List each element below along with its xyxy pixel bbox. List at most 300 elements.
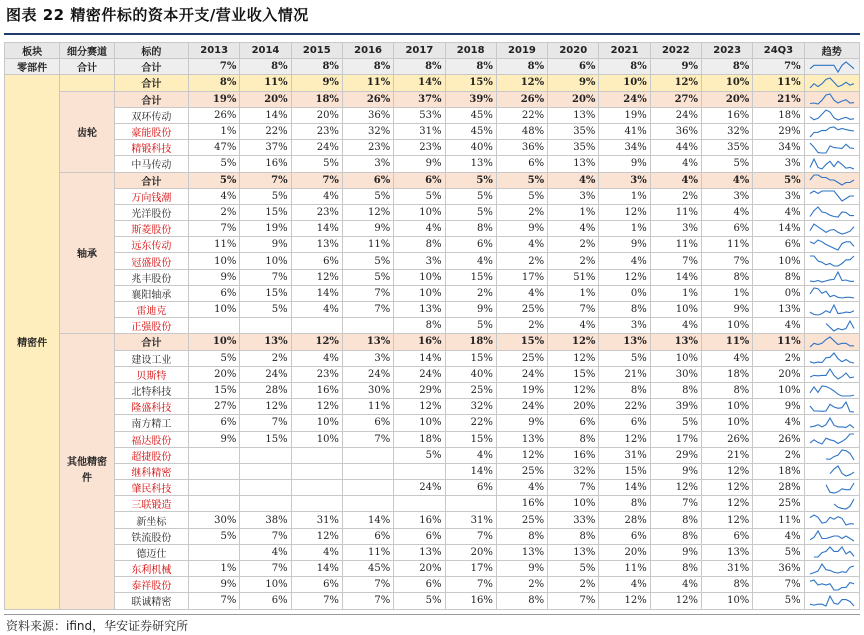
trend-line [810, 224, 854, 234]
trend-cell [804, 221, 859, 237]
trend-sparkline [808, 464, 856, 478]
value-cell: 2% [445, 285, 496, 301]
trend-sparkline [808, 545, 856, 559]
trend-cell [804, 107, 859, 123]
value-cell: 7% [189, 221, 240, 237]
table-row [5, 188, 860, 204]
name-cell: 雷迪克 [114, 302, 188, 318]
name-cell: 中马传动 [114, 156, 188, 172]
value-cell: 12% [291, 334, 342, 350]
name-cell: 肇民科技 [114, 480, 188, 496]
value-cell: 12% [240, 399, 291, 415]
value-cell: 35% [548, 123, 599, 139]
value-cell: 8% [394, 318, 445, 334]
value-cell: 15% [240, 204, 291, 220]
value-cell: 32% [342, 123, 393, 139]
value-cell: 24% [240, 366, 291, 382]
name-cell: 三联锻造 [114, 496, 188, 512]
column-header: 2020 [548, 43, 599, 59]
value-cell: 10% [753, 382, 804, 398]
value-cell [291, 447, 342, 463]
value-cell: 13% [291, 237, 342, 253]
value-cell: 16% [291, 382, 342, 398]
value-cell: 12% [496, 75, 547, 91]
value-cell: 4% [650, 156, 701, 172]
value-cell: 36% [496, 140, 547, 156]
name-cell: 光洋股份 [114, 204, 188, 220]
value-cell [394, 463, 445, 479]
value-cell: 45% [342, 561, 393, 577]
value-cell: 29% [394, 382, 445, 398]
table-row [5, 431, 860, 447]
value-cell: 6% [548, 59, 599, 75]
column-header: 2023 [702, 43, 753, 59]
trend-sparkline [808, 416, 856, 430]
value-cell: 11% [702, 334, 753, 350]
value-cell: 21% [702, 447, 753, 463]
value-cell: 3% [753, 156, 804, 172]
value-cell: 20% [702, 91, 753, 107]
value-cell: 19% [189, 91, 240, 107]
value-cell [342, 447, 393, 463]
trend-sparkline [808, 513, 856, 527]
value-cell: 14% [291, 561, 342, 577]
value-cell: 6% [342, 415, 393, 431]
trend-cell [804, 75, 859, 91]
value-cell: 5% [342, 253, 393, 269]
value-cell: 47% [189, 140, 240, 156]
header-row [5, 43, 860, 59]
name-cell: 北特科技 [114, 382, 188, 398]
trend-line [826, 483, 854, 493]
value-cell: 6% [445, 480, 496, 496]
value-cell: 9% [394, 156, 445, 172]
value-cell: 15% [445, 431, 496, 447]
value-cell: 4% [394, 221, 445, 237]
value-cell: 7% [240, 269, 291, 285]
value-cell: 5% [240, 188, 291, 204]
value-cell: 7% [650, 253, 701, 269]
trend-line [810, 143, 854, 153]
value-cell: 8% [496, 593, 547, 609]
value-cell: 20% [189, 366, 240, 382]
column-header: 24Q3 [753, 43, 804, 59]
name-cell: 南方精工 [114, 415, 188, 431]
name-cell: 精锻科技 [114, 140, 188, 156]
value-cell: 19% [496, 382, 547, 398]
value-cell: 7% [650, 496, 701, 512]
value-cell: 36% [650, 123, 701, 139]
value-cell: 10% [189, 302, 240, 318]
value-cell: 4% [753, 204, 804, 220]
value-cell: 7% [189, 593, 240, 609]
value-cell: 26% [702, 431, 753, 447]
table-row [5, 334, 860, 350]
value-cell: 7% [342, 302, 393, 318]
value-cell: 17% [496, 269, 547, 285]
value-cell: 8% [702, 59, 753, 75]
trend-cell [804, 204, 859, 220]
value-cell: 9% [496, 561, 547, 577]
value-cell: 25% [496, 302, 547, 318]
value-cell: 9% [342, 221, 393, 237]
value-cell: 13% [548, 544, 599, 560]
value-cell: 20% [445, 544, 496, 560]
value-cell: 12% [291, 269, 342, 285]
value-cell [291, 480, 342, 496]
value-cell: 13% [548, 156, 599, 172]
trend-sparkline [808, 238, 856, 252]
value-cell: 37% [394, 91, 445, 107]
value-cell [445, 496, 496, 512]
value-cell: 4% [702, 204, 753, 220]
value-cell: 11% [599, 561, 650, 577]
value-cell: 2% [189, 204, 240, 220]
trend-sparkline [808, 497, 856, 511]
value-cell: 13% [394, 544, 445, 560]
column-header: 2022 [650, 43, 701, 59]
trend-sparkline [808, 222, 856, 236]
value-cell: 24% [599, 91, 650, 107]
value-cell: 8% [496, 59, 547, 75]
column-header: 标的 [114, 43, 188, 59]
table-row [5, 156, 860, 172]
value-cell: 7% [342, 593, 393, 609]
value-cell: 9% [496, 415, 547, 431]
value-cell: 12% [548, 382, 599, 398]
value-cell: 8% [445, 59, 496, 75]
value-cell: 8% [650, 382, 701, 398]
name-cell: 超捷股份 [114, 447, 188, 463]
figure-title: 图表 22 精密件标的资本开支/营业收入情况 [6, 6, 309, 24]
value-cell [342, 463, 393, 479]
name-cell: 东利机械 [114, 561, 188, 577]
trend-line [810, 159, 854, 169]
value-cell: 12% [702, 496, 753, 512]
value-cell: 29% [753, 123, 804, 139]
value-cell: 20% [548, 91, 599, 107]
value-cell: 6% [702, 528, 753, 544]
value-cell: 25% [753, 496, 804, 512]
trend-sparkline [808, 384, 856, 398]
trend-line [810, 515, 854, 525]
value-cell: 5% [702, 156, 753, 172]
segment-cell: 轴承 [60, 172, 114, 334]
trend-line [834, 499, 854, 509]
value-cell: 41% [599, 123, 650, 139]
name-cell: 铁流股份 [114, 528, 188, 544]
value-cell: 4% [496, 237, 547, 253]
value-cell: 28% [753, 480, 804, 496]
table-row [5, 544, 860, 560]
table-row [5, 91, 860, 107]
value-cell: 12% [548, 350, 599, 366]
trend-sparkline [808, 157, 856, 171]
value-cell: 6% [240, 593, 291, 609]
value-cell: 8% [650, 512, 701, 528]
value-cell: 7% [548, 593, 599, 609]
value-cell: 4% [650, 172, 701, 188]
trend-sparkline [808, 108, 856, 122]
value-cell: 2% [496, 253, 547, 269]
value-cell [240, 480, 291, 496]
value-cell [240, 496, 291, 512]
value-cell: 9% [548, 75, 599, 91]
trend-sparkline [808, 335, 856, 349]
value-cell: 13% [548, 107, 599, 123]
value-cell: 17% [445, 561, 496, 577]
value-cell: 9% [650, 544, 701, 560]
value-cell: 10% [394, 269, 445, 285]
trend-line [830, 466, 854, 476]
trend-cell [804, 350, 859, 366]
name-cell: 继科精密 [114, 463, 188, 479]
value-cell: 11% [702, 237, 753, 253]
name-cell: 合计 [114, 334, 188, 350]
value-cell: 8% [650, 561, 701, 577]
value-cell: 11% [650, 204, 701, 220]
name-cell: 建设工业 [114, 350, 188, 366]
value-cell: 1% [548, 285, 599, 301]
trend-sparkline [808, 303, 856, 317]
trend-cell [804, 382, 859, 398]
value-cell: 11% [342, 399, 393, 415]
value-cell: 31% [291, 512, 342, 528]
column-header: 2013 [189, 43, 240, 59]
value-cell: 31% [394, 123, 445, 139]
table-row [5, 561, 860, 577]
trend-cell [804, 593, 859, 609]
trend-sparkline [808, 594, 856, 608]
value-cell: 7% [291, 172, 342, 188]
trend-sparkline [808, 367, 856, 381]
value-cell: 9% [189, 269, 240, 285]
trend-line [810, 402, 854, 412]
value-cell: 23% [394, 140, 445, 156]
value-cell: 12% [291, 399, 342, 415]
value-cell: 12% [394, 399, 445, 415]
value-cell: 1% [702, 285, 753, 301]
column-header: 2014 [240, 43, 291, 59]
value-cell [240, 447, 291, 463]
value-cell: 25% [496, 512, 547, 528]
table-row [5, 269, 860, 285]
value-cell: 7% [702, 253, 753, 269]
name-cell: 斯菱股份 [114, 221, 188, 237]
table-row [5, 463, 860, 479]
value-cell: 20% [240, 91, 291, 107]
value-cell: 4% [496, 285, 547, 301]
value-cell: 8% [548, 528, 599, 544]
value-cell: 7% [548, 480, 599, 496]
value-cell: 4% [445, 253, 496, 269]
value-cell: 10% [548, 496, 599, 512]
trend-cell [804, 285, 859, 301]
column-header: 板块 [5, 43, 60, 59]
value-cell: 8% [599, 59, 650, 75]
value-cell: 23% [291, 366, 342, 382]
value-cell: 14% [240, 107, 291, 123]
value-cell: 14% [291, 221, 342, 237]
trend-sparkline [808, 141, 856, 155]
value-cell: 12% [548, 334, 599, 350]
value-cell: 7% [291, 593, 342, 609]
value-cell: 3% [599, 172, 650, 188]
value-cell: 13% [394, 302, 445, 318]
value-cell: 4% [702, 350, 753, 366]
value-cell: 4% [702, 172, 753, 188]
value-cell: 7% [342, 577, 393, 593]
trend-cell [804, 463, 859, 479]
value-cell [240, 318, 291, 334]
trend-cell [804, 544, 859, 560]
value-cell: 2% [240, 350, 291, 366]
value-cell: 9% [599, 156, 650, 172]
value-cell: 10% [189, 334, 240, 350]
value-cell: 6% [394, 172, 445, 188]
value-cell: 12% [599, 431, 650, 447]
value-cell [189, 480, 240, 496]
value-cell: 9% [240, 237, 291, 253]
trend-sparkline [808, 60, 856, 74]
value-cell: 32% [548, 463, 599, 479]
trend-line [810, 94, 854, 104]
trend-sparkline [808, 173, 856, 187]
value-cell: 6% [702, 221, 753, 237]
value-cell: 18% [394, 431, 445, 447]
value-cell: 36% [753, 561, 804, 577]
value-cell: 2% [548, 577, 599, 593]
name-cell: 襄阳轴承 [114, 285, 188, 301]
value-cell: 8% [240, 59, 291, 75]
value-cell: 8% [702, 577, 753, 593]
value-cell: 30% [650, 366, 701, 382]
value-cell: 8% [394, 59, 445, 75]
value-cell: 7% [189, 59, 240, 75]
value-cell: 7% [753, 59, 804, 75]
value-cell: 4% [291, 544, 342, 560]
value-cell: 1% [650, 285, 701, 301]
value-cell: 22% [599, 399, 650, 415]
value-cell: 6% [342, 172, 393, 188]
trend-cell [804, 59, 859, 75]
value-cell: 7% [753, 577, 804, 593]
value-cell: 5% [496, 172, 547, 188]
value-cell: 5% [599, 350, 650, 366]
value-cell: 2% [548, 253, 599, 269]
value-cell: 3% [342, 156, 393, 172]
value-cell: 13% [496, 544, 547, 560]
value-cell: 4% [650, 318, 701, 334]
column-header: 趋势 [804, 43, 859, 59]
value-cell: 10% [650, 302, 701, 318]
value-cell: 5% [342, 188, 393, 204]
value-cell: 48% [496, 123, 547, 139]
value-cell: 16% [445, 593, 496, 609]
trend-cell [804, 496, 859, 512]
value-cell: 16% [394, 334, 445, 350]
value-cell: 12% [599, 269, 650, 285]
segment-cell: 其他精密件 [60, 334, 114, 609]
value-cell: 13% [496, 431, 547, 447]
trend-line [826, 450, 854, 460]
value-cell: 8% [599, 496, 650, 512]
value-cell [291, 496, 342, 512]
value-cell: 45% [445, 123, 496, 139]
value-cell: 17% [650, 431, 701, 447]
value-cell: 3% [548, 188, 599, 204]
value-cell: 37% [240, 140, 291, 156]
value-cell: 5% [753, 172, 804, 188]
value-cell: 2% [496, 318, 547, 334]
value-cell: 15% [189, 382, 240, 398]
table-row [5, 577, 860, 593]
value-cell: 26% [753, 431, 804, 447]
trend-line [810, 564, 854, 574]
value-cell: 28% [240, 382, 291, 398]
value-cell: 25% [496, 463, 547, 479]
value-cell [189, 463, 240, 479]
table-row [5, 75, 860, 91]
value-cell: 6% [445, 237, 496, 253]
value-cell: 9% [650, 463, 701, 479]
value-cell: 33% [548, 512, 599, 528]
title-divider [4, 33, 860, 35]
column-header: 2018 [445, 43, 496, 59]
table-row [5, 107, 860, 123]
trend-sparkline [808, 270, 856, 284]
trend-sparkline [808, 481, 856, 495]
value-cell: 14% [599, 480, 650, 496]
value-cell: 21% [753, 91, 804, 107]
value-cell: 5% [753, 544, 804, 560]
table-row [5, 366, 860, 382]
value-cell: 14% [445, 463, 496, 479]
value-cell: 25% [496, 350, 547, 366]
value-cell: 10% [189, 253, 240, 269]
value-cell: 29% [650, 447, 701, 463]
value-cell: 30% [189, 512, 240, 528]
table-row [5, 302, 860, 318]
value-cell: 2% [753, 447, 804, 463]
value-cell: 3% [599, 318, 650, 334]
value-cell: 10% [702, 593, 753, 609]
table-row [5, 172, 860, 188]
value-cell: 5% [445, 204, 496, 220]
value-cell: 4% [189, 188, 240, 204]
value-cell: 8% [548, 431, 599, 447]
value-cell: 8% [394, 237, 445, 253]
name-cell: 豪能股份 [114, 123, 188, 139]
value-cell: 4% [548, 318, 599, 334]
value-cell: 10% [599, 75, 650, 91]
trend-cell [804, 140, 859, 156]
trend-cell [804, 512, 859, 528]
value-cell: 4% [548, 172, 599, 188]
plate-cell: 精密件 [5, 75, 60, 609]
value-cell: 1% [599, 221, 650, 237]
value-cell: 24% [394, 480, 445, 496]
column-header: 2015 [291, 43, 342, 59]
value-cell: 18% [753, 463, 804, 479]
value-cell: 44% [650, 140, 701, 156]
value-cell: 5% [189, 172, 240, 188]
value-cell: 6% [753, 237, 804, 253]
source-divider [4, 614, 860, 615]
value-cell: 51% [548, 269, 599, 285]
name-cell: 合计 [114, 59, 188, 75]
trend-line [810, 337, 854, 347]
